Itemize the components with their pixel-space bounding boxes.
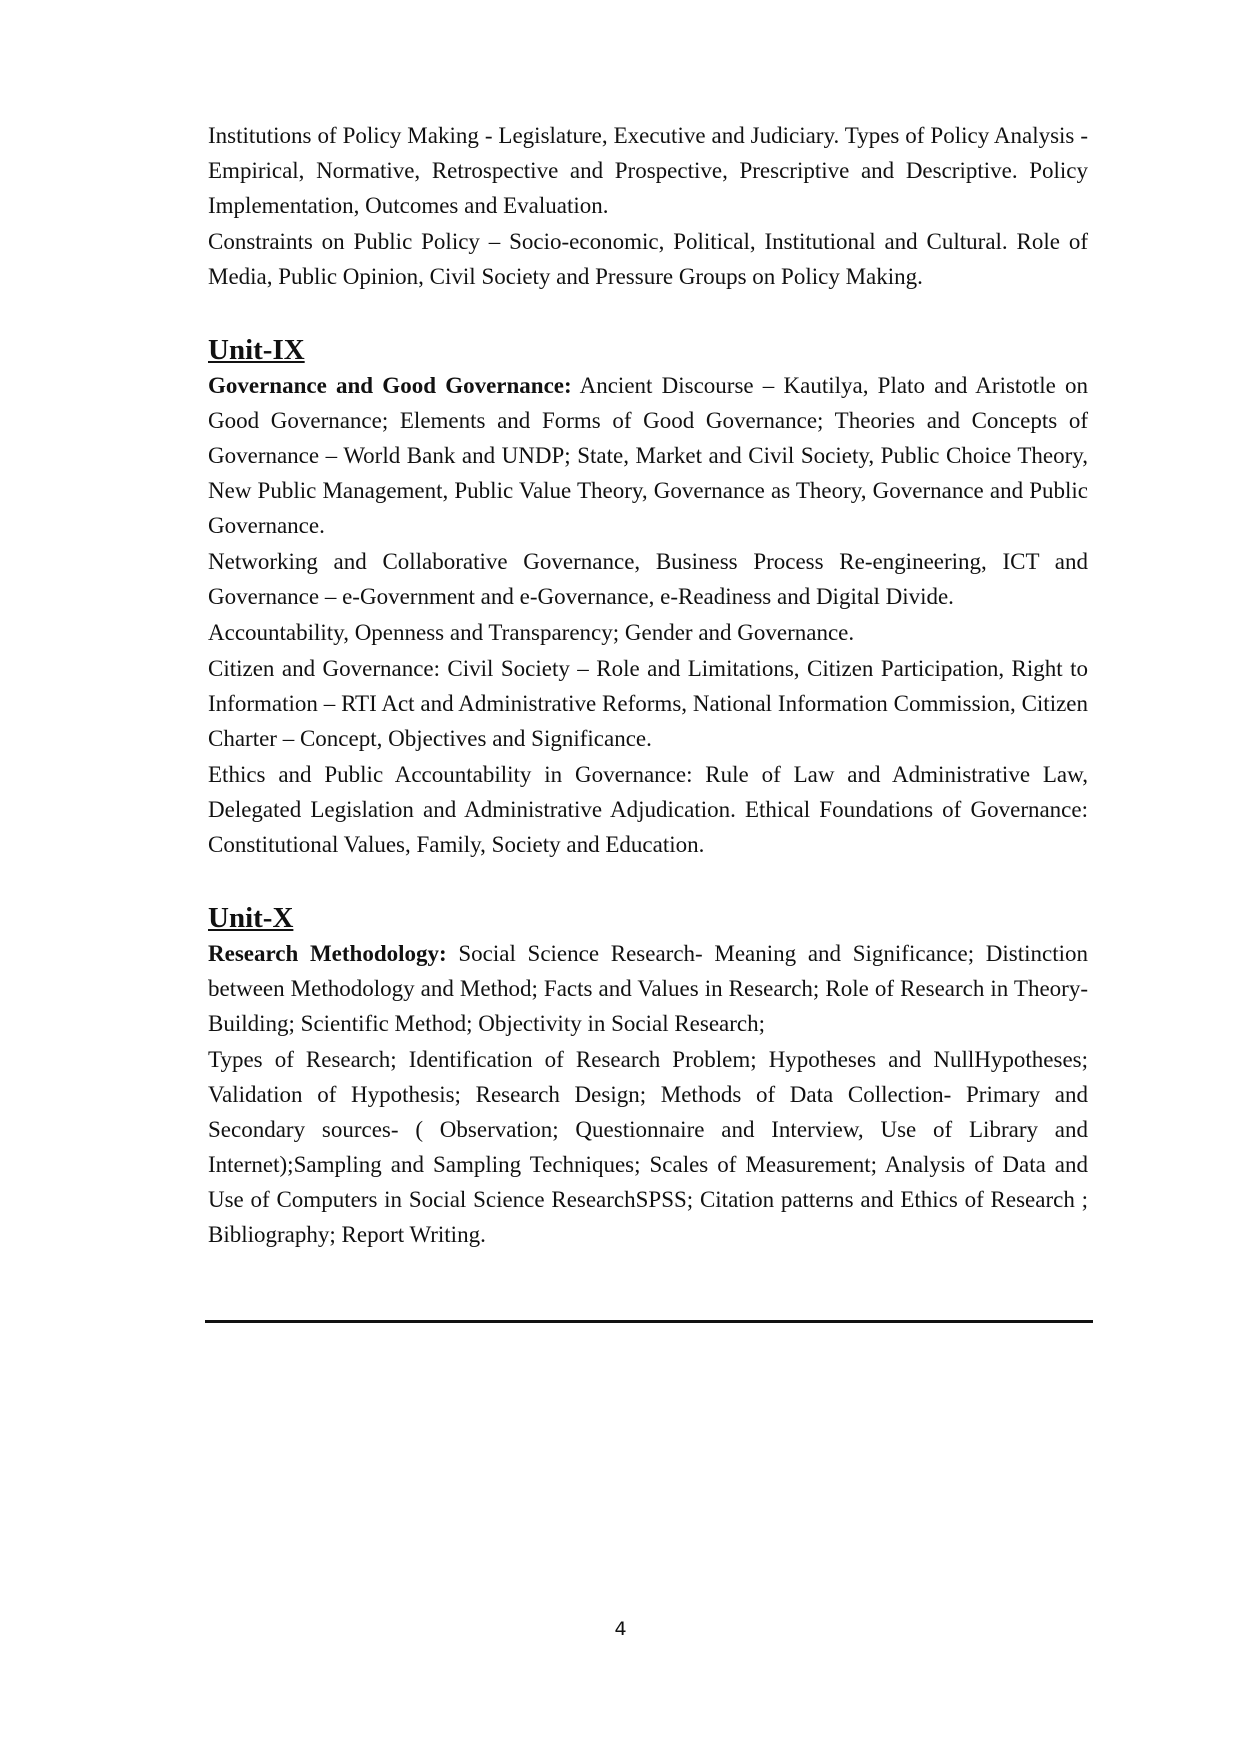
- unit-ix-paragraph-1: Networking and Collaborative Governance, Business Process Re-engineering, ICT and Governance – e-Government and e-Governance, e-Readiness and Digital Divide.: [208, 549, 1088, 609]
- unit-ix-lead-paragraph: [208, 368, 1088, 543]
- unit-x-lead-paragraph: [208, 936, 1088, 1041]
- unit-ix-paragraph-4: Ethics and Public Accountability in Governance: Rule of Law and Administrative Law, Delegated Legislation and Administrative Adjudication. Ethical Foundations of Governance: Constitutional Values, Family, Society and Education.: [208, 762, 1088, 857]
- unit-x-paragraph-1: Types of Research; Identification of Research Problem; Hypotheses and NullHypotheses; Validation of Hypothesis; Research Design; Methods of Data Collection- Primary and Secondary sources- ( Observation; Questionnaire and Interview, Use of Library and Internet);Sampling and Sampling Techniques; Scales of Measurement; Analysis of Data and Use of Computers in Social Science ResearchSPSS; Citation patterns and Ethics of Research ; Bibliography; Report Writing.: [208, 1047, 1088, 1247]
- unit-x-lead-text: Social Science Research- Meaning and Significance; Distinction between Methodology and Method; Facts and Values in Research; Role of Research in Theory-Building; Scientific Method; Objectivity in Social Research;: [208, 941, 1088, 1036]
- page-content: [208, 118, 1088, 1252]
- unit-ix-paragraph-2: Accountability, Openness and Transparency; Gender and Governance.: [208, 620, 855, 645]
- unit-x-lead-title: Research Methodology:: [208, 941, 447, 966]
- unit-x-heading: Unit-X: [208, 902, 294, 934]
- unit-x-section: [208, 900, 1088, 1252]
- unit-ix-lead-text: Ancient Discourse – Kautilya, Plato and Aristotle on Good Governance; Elements and Forms of Good Governance; Theories and Concepts of Governance – World Bank and UNDP; State, Market and Civil Society, Public Choice Theory, New Public Management, Public Value Theory, Governance as Theory, Governance and Public Governance.: [208, 373, 1089, 538]
- unit-ix-heading: Unit-IX: [208, 334, 305, 366]
- intro-paragraph-1: Institutions of Policy Making - Legislature, Executive and Judiciary. Types of Policy Analysis - Empirical, Normative, Retrospective and Prospective, Prescriptive and Descriptive. Policy Implementation, Outcomes and Evaluation.: [208, 123, 1088, 218]
- unit-ix-paragraph-3: Citizen and Governance: Civil Society – Role and Limitations, Citizen Participation, Right to Information – RTI Act and Administrative Reforms, National Information Commission, Citizen Charter – Concept, Objectives and Significance.: [208, 656, 1088, 751]
- unit-ix-lead-title: Governance and Good Governance:: [208, 373, 572, 398]
- intro-paragraph-2: Constraints on Public Policy – Socio-economic, Political, Institutional and Cultural. Role of Media, Public Opinion, Civil Society and Pressure Groups on Policy Making.: [208, 229, 1088, 289]
- section-divider-line: [205, 1320, 1093, 1323]
- unit-ix-section: [208, 332, 1088, 862]
- page-number: 4: [614, 1618, 627, 1640]
